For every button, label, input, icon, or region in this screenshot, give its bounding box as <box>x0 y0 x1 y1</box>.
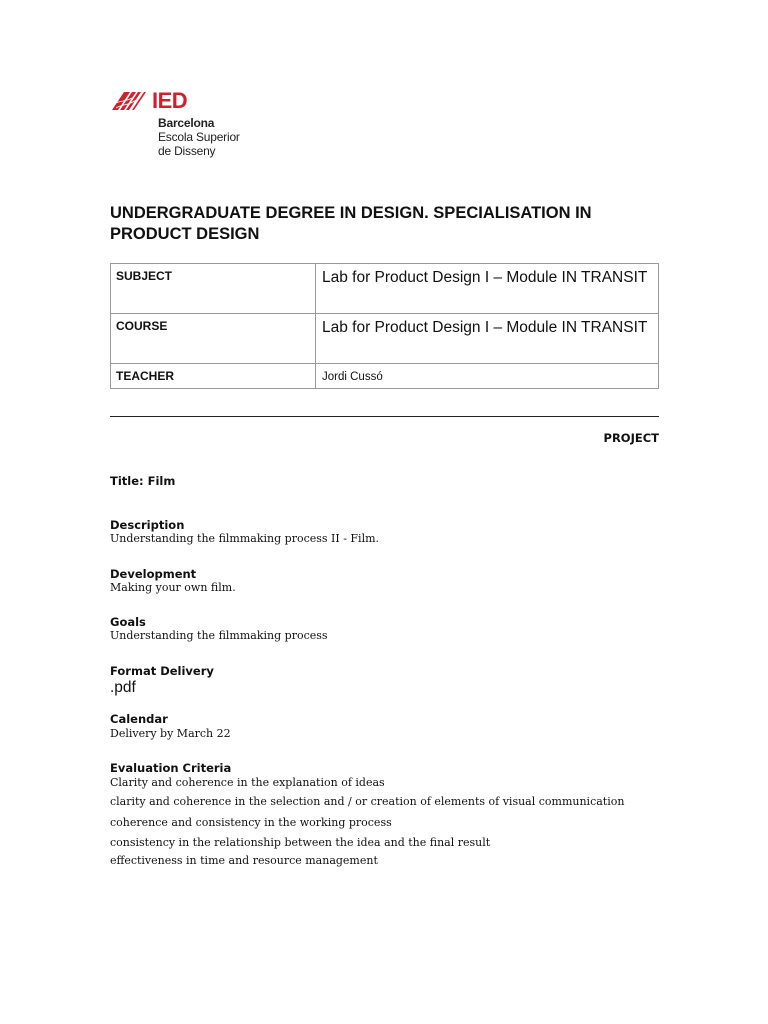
description-text: Understanding the filmmaking process II - Film. <box>110 532 380 545</box>
evaluation-criterion: clarity and coherence in the selection and / or creation of elements of visual communication <box>110 795 625 808</box>
format-delivery-heading: Format Delivery <box>110 664 214 678</box>
teacher-label: TEACHER <box>111 364 316 389</box>
evaluation-criterion: consistency in the relationship between the idea and the final result <box>110 836 491 849</box>
goals-heading: Goals <box>110 615 146 629</box>
ied-logo-mark-icon <box>110 90 156 112</box>
calendar-text: Delivery by March 22 <box>110 727 231 740</box>
teacher-value: Jordi Cussó <box>316 364 659 389</box>
format-delivery-text: .pdf <box>110 679 136 696</box>
page-title: UNDERGRADUATE DEGREE IN DESIGN. SPECIALISATION IN PRODUCT DESIGN <box>110 204 592 243</box>
project-title: Title: Film <box>110 474 176 488</box>
ied-logo <box>110 86 270 166</box>
table-row <box>111 364 659 389</box>
logo-line-school: Escola Superior <box>158 130 240 144</box>
logo-line-discipline: de Disseny <box>158 144 216 158</box>
evaluation-criterion: Clarity and coherence in the explanation of ideas <box>110 776 385 789</box>
horizontal-divider <box>110 416 659 417</box>
logo-brand-text: IED <box>152 88 188 113</box>
description-heading: Description <box>110 518 185 532</box>
table-row <box>111 314 659 364</box>
calendar-heading: Calendar <box>110 712 168 726</box>
goals-text: Understanding the filmmaking process <box>110 629 328 642</box>
subject-label: SUBJECT <box>111 264 316 314</box>
course-label: COURSE <box>111 314 316 364</box>
subject-value: Lab for Product Design I – Module IN TRANSIT <box>316 264 659 314</box>
course-value: Lab for Product Design I – Module IN TRANSIT <box>316 314 659 364</box>
table-row <box>111 264 659 314</box>
logo-line-city: Barcelona <box>158 116 215 130</box>
evaluation-criterion: effectiveness in time and resource management <box>110 854 378 867</box>
evaluation-criteria-heading: Evaluation Criteria <box>110 761 232 775</box>
development-text: Making your own film. <box>110 581 236 594</box>
evaluation-criterion: coherence and consistency in the working process <box>110 816 392 829</box>
course-info-table <box>110 263 659 389</box>
project-label: PROJECT <box>603 431 659 445</box>
development-heading: Development <box>110 567 197 581</box>
